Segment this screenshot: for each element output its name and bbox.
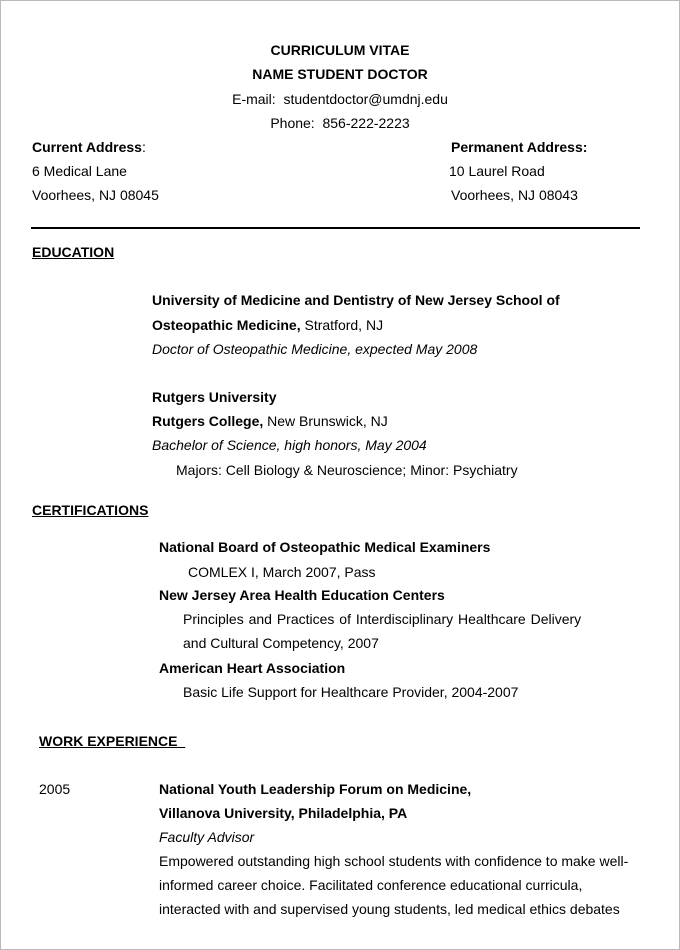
work-1-role: Faculty Advisor xyxy=(159,829,255,845)
phone-label: Phone: xyxy=(270,115,315,131)
work-1-desc-1: Empowered outstanding high school students with confidence to make well- xyxy=(159,853,629,869)
phone-number: 856-222-2223 xyxy=(322,115,410,131)
cert-1-org: National Board of Osteopathic Medical Examiners xyxy=(159,539,491,555)
edu-1-line1: University of Medicine and Dentistry of New Jersey School of xyxy=(152,292,560,308)
work-1-year: 2005 xyxy=(39,781,71,797)
current-address-label: Current Address xyxy=(32,139,142,155)
work-experience-heading xyxy=(39,732,185,750)
edu-1-location: Stratford, NJ xyxy=(300,317,384,333)
email-address: studentdoctor@umdnj.edu xyxy=(283,91,448,107)
edu-1-degree: Doctor of Osteopathic Medicine, expected May 2008 xyxy=(152,341,478,357)
cert-2-detail-2: and Cultural Competency, 2007 xyxy=(183,635,379,651)
cert-3-detail: Basic Life Support for Healthcare Provider, 2004-2007 xyxy=(183,684,519,700)
work-experience-heading-text: WORK EXPERIENCE xyxy=(39,733,178,749)
edu-1-school: Osteopathic Medicine, xyxy=(152,317,301,333)
work-1-desc-3: interacted with and supervised young students, led medical ethics debates xyxy=(159,901,620,917)
current-address-line2: Voorhees, NJ 08045 xyxy=(32,187,159,203)
cert-3-org: American Heart Association xyxy=(159,660,346,676)
edu-2-degree: Bachelor of Science, high honors, May 2004 xyxy=(152,437,427,453)
email-label: E-mail: xyxy=(232,91,276,107)
candidate-name: NAME STUDENT DOCTOR xyxy=(252,66,428,82)
phone-line xyxy=(0,114,680,132)
current-address-line1: 6 Medical Lane xyxy=(32,163,127,179)
current-address-heading xyxy=(32,138,146,156)
document-title: CURRICULUM VITAE xyxy=(270,42,410,58)
edu-1-line2 xyxy=(152,316,383,334)
work-1-desc-2: informed career choice. Facilitated conference educational curricula, xyxy=(159,877,583,893)
edu-2-line2 xyxy=(152,412,388,430)
education-heading: EDUCATION xyxy=(32,244,115,260)
permanent-address-line1: 10 Laurel Road xyxy=(449,163,545,179)
cert-1-detail: COMLEX I, March 2007, Pass xyxy=(188,564,376,580)
work-1-org-line1: National Youth Leadership Forum on Medicine, xyxy=(159,781,472,797)
cert-2-org: New Jersey Area Health Education Centers xyxy=(159,587,445,603)
edu-2-majors: Majors: Cell Biology & Neuroscience; Minor: Psychiatry xyxy=(176,462,518,478)
email-line xyxy=(0,90,680,108)
edu-2-location: New Brunswick, NJ xyxy=(263,413,388,429)
certifications-heading: CERTIFICATIONS xyxy=(32,502,149,518)
edu-2-school: Rutgers College, xyxy=(152,413,264,429)
permanent-address-label: Permanent Address: xyxy=(451,139,588,155)
header-divider xyxy=(31,227,640,229)
cert-2-detail-1: Principles and Practices of Interdisciplinary Healthcare Delivery xyxy=(183,611,582,627)
work-1-org-line2: Villanova University, Philadelphia, PA xyxy=(159,805,408,821)
edu-2-line1: Rutgers University xyxy=(152,389,277,405)
current-address-colon: : xyxy=(141,139,146,155)
permanent-address-line2: Voorhees, NJ 08043 xyxy=(451,187,578,203)
